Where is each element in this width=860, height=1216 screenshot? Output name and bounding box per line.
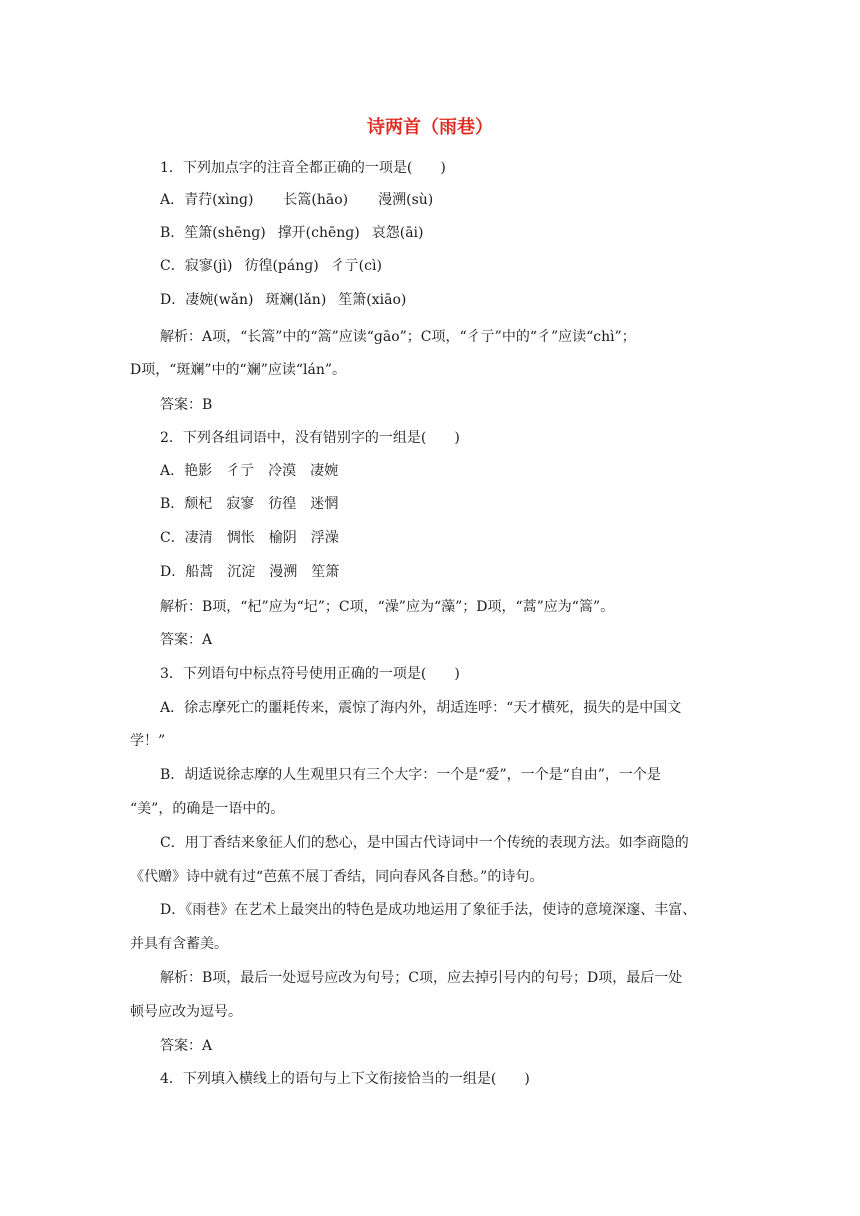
question-3-option-c-line-1: C．用丁香结来象征人们的愁心，是中国古代诗词中一个传统的表现方法。如李商隐的 — [160, 835, 689, 851]
option-d-word-2: 斑斓(lǎn) — [265, 292, 327, 308]
option-b-word-1: 笙箫(shēnɡ) — [184, 225, 266, 241]
question-1-stem: 1．下列加点字的注音全都正确的一项是( ) — [160, 160, 446, 176]
option-a-word-3: 漫溯(sù) — [378, 192, 434, 208]
option-b-word-3: 哀怨(āi) — [371, 225, 424, 241]
question-2-option-c: C．凄清 惆怅 榆阴 浮澡 — [160, 530, 339, 546]
question-2-analysis: 解析：B项，“杞”应为“圮”；C项，“澡”应为“藻”；D项，“蒿”应为“篙”。 — [160, 599, 615, 615]
option-c-word-1: 寂寥(jì) — [184, 258, 233, 274]
option-a-word-2: 长篙(hāo) — [283, 192, 349, 208]
option-d-label: D． — [160, 292, 186, 308]
question-2-option-a: A．艳影 彳亍 冷漠 凄婉 — [160, 463, 339, 479]
question-1-option-d — [160, 290, 406, 310]
question-3-option-b-line-1: B．胡适说徐志摩的人生观里只有三个大字：一个是“爱”，一个是“自由”，一个是 — [160, 767, 661, 783]
option-a-label: A． — [160, 192, 185, 208]
option-c-label: C． — [160, 258, 185, 274]
option-a-word-1: 青荇(xìnɡ) — [184, 192, 254, 208]
question-3-analysis-line-1: 解析：B项，最后一处逗号应改为句号；C项，应去掉引号内的句号；D项，最后一处 — [160, 970, 683, 986]
question-3-stem: 3．下列语句中标点符号使用正确的一项是( ) — [160, 666, 460, 682]
question-1-option-a — [160, 190, 433, 210]
question-4-stem: 4．下列填入横线上的语句与上下文衔接恰当的一组是( ) — [160, 1071, 530, 1087]
question-2-option-d: D．船蒿 沉淀 漫溯 笙箫 — [160, 564, 340, 580]
question-3-answer: 答案：A — [160, 1038, 213, 1054]
question-3-option-a-line-1: A．徐志摩死亡的噩耗传来，震惊了海内外，胡适连呼：“天才横死，损失的是中国文 — [160, 700, 682, 716]
page-title: 诗两首（雨巷） — [367, 117, 493, 138]
question-3-option-c-line-2: 《代赠》诗中就有过“芭蕉不展丁香结，同向春风各自愁。”的诗句。 — [130, 869, 544, 885]
question-1-answer: 答案：B — [160, 397, 213, 413]
question-3-option-b-line-2: “美”，的确是一语中的。 — [130, 801, 285, 817]
option-d-word-1: 凄婉(wǎn) — [185, 292, 254, 308]
option-b-label: B． — [160, 225, 185, 241]
option-c-word-2: 彷徨(pánɡ) — [244, 258, 319, 274]
question-2-option-b: B．颓杞 寂寥 彷徨 迷惘 — [160, 496, 339, 512]
question-1-analysis-line-2: D项，“斑斓”中的“斓”应读“lán”。 — [130, 362, 347, 378]
question-3-option-d-line-1: D．《雨巷》在艺术上最突出的特色是成功地运用了象征手法，使诗的意境深邃、丰富、 — [160, 902, 697, 918]
option-d-word-3: 笙箫(xiāo) — [338, 292, 407, 308]
option-c-word-3: 彳亍(cì) — [330, 258, 382, 274]
question-1-option-b — [160, 223, 423, 243]
question-2-stem: 2．下列各组词语中，没有错别字的一组是( ) — [160, 430, 460, 446]
question-1-option-c — [160, 256, 382, 276]
option-b-word-2: 撑开(chēnɡ) — [277, 225, 360, 241]
question-3-analysis-line-2: 顿号应改为逗号。 — [130, 1004, 242, 1020]
question-1-analysis-line-1: 解析：A项，“长篙”中的“篙”应读“ɡāo”；C项，“彳亍”中的“彳”应读“chì”； — [160, 329, 636, 345]
question-3-option-d-line-2: 并具有含蓄美。 — [130, 936, 228, 952]
question-3-option-a-line-2: 学！” — [130, 733, 166, 749]
question-2-answer: 答案：A — [160, 632, 213, 648]
